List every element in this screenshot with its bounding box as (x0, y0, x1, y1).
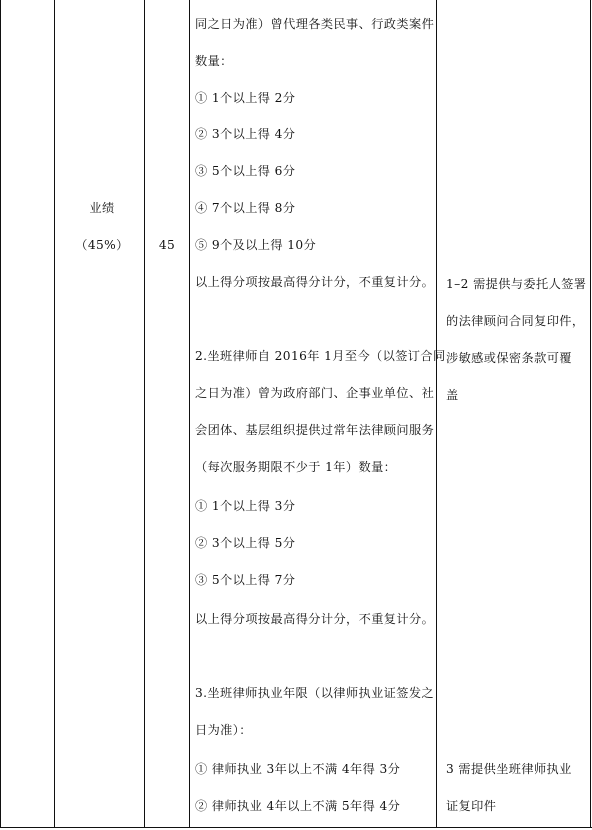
item2-line-2: 之日为准）曾为政府部门、企事业单位、社 (195, 386, 435, 400)
item1-intro-end: 数量： (195, 54, 233, 68)
note12-line-2: 的法律顾问合同复印件， (446, 314, 585, 328)
item1-level-1: ① 1个以上得 2分 (195, 91, 296, 105)
item3-line-2: 日为准）： (195, 723, 252, 737)
item3-line-1: 3.坐班律师执业年限（以律师执业证签发之 (195, 686, 435, 700)
category-name: 业绩 (89, 201, 115, 215)
item2-rule: 以上得分项按最高得分计分，不重复计分。 (195, 612, 435, 626)
note3-line-2: 证复印件 (446, 799, 497, 813)
note12-line-1: 1–2 需提供与委托人签署 (446, 277, 587, 291)
item3-level-2: ② 律师执业 4年以上不满 5年得 4分 (195, 799, 401, 813)
item1-level-2: ② 3个以上得 4分 (195, 127, 296, 141)
item2-level-1: ① 1个以上得 3分 (195, 499, 296, 513)
table-border-right (590, 0, 591, 828)
note3-line-1: 3 需提供坐班律师执业 (446, 762, 572, 776)
column-divider-2 (144, 0, 145, 828)
item1-intro-tail: 同之日为准）曾代理各类民事、行政类案件 (195, 17, 435, 31)
item1-rule: 以上得分项按最高得分计分，不重复计分。 (195, 275, 435, 289)
item1-level-3: ③ 5个以上得 6分 (195, 164, 296, 178)
item1-level-4: ④ 7个以上得 8分 (195, 201, 296, 215)
item2-line-1: 2.坐班律师自 2016年 1月至今（以签订合同 (195, 349, 446, 363)
category-score: 45 (158, 238, 176, 252)
note12-line-4: 盖 (446, 388, 459, 402)
category-weight: （45%） (75, 238, 129, 252)
item1-level-5: ⑤ 9个及以上得 10分 (195, 238, 317, 252)
item3-level-1: ① 律师执业 3年以上不满 4年得 3分 (195, 762, 401, 776)
column-divider-4 (436, 0, 437, 828)
item2-level-2: ② 3个以上得 5分 (195, 536, 296, 550)
note12-line-3: 涉敏感或保密条款可覆 (446, 351, 572, 365)
item2-line-3: 会团体、基层组织提供过常年法律顾问服务 (195, 423, 435, 437)
item2-level-3: ③ 5个以上得 7分 (195, 573, 296, 587)
column-divider-3 (189, 0, 190, 828)
table-border-left (0, 0, 1, 828)
item2-line-4: （每次服务期限不少于 1年）数量： (195, 460, 397, 474)
table-border-bottom (0, 827, 592, 828)
column-divider-1 (54, 0, 55, 828)
